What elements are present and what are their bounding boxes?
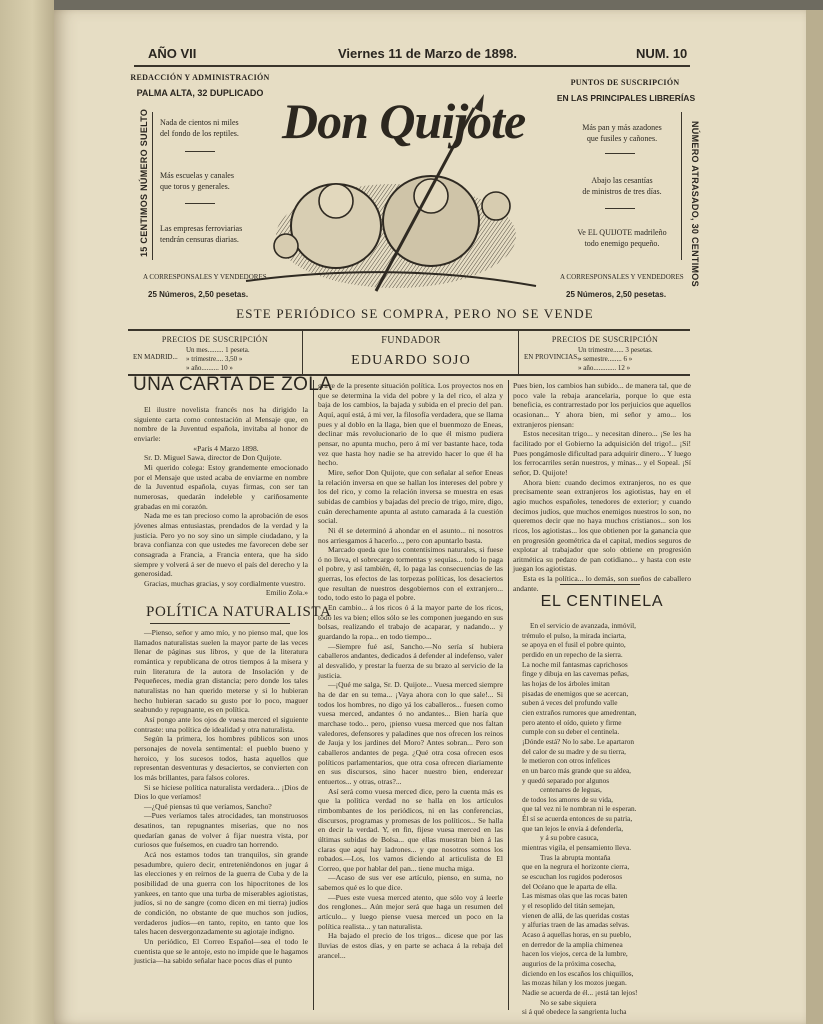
subscription-row: Un trimestre...... 3 pesetas. [578,346,653,354]
motto-line: Las empresas ferroviarias [160,224,243,233]
continuation-paragraph: —¡Qué me salga, Sr. D. Quijote... Vuesa merced siempre ha de dar en su tema... ¡Vaya ahora con lo que sale!... Si todos los hombres, no digo yá los caballeros... fuesen como vuesa merced, andantes ó no andantes... Bien haría que marchase todo... pero, ¡pienso vuesa merced que nos faltan valedores, defensores y paladines que nos ofrecen los reinos de Jauja y los jardines del Moro? Antes sobran... Pero son caballeros andantes de pega. ¿Qué otra cosa ofrecen esos políticos parlamentarios, que otra cosa ofrecen diariamente en sus discursos, sino hacer nuestro bien, enderezar entuertos... y otras, otras?... [318,680,503,786]
left-box-border [152,112,153,260]
politica-article [134,628,308,1011]
continuation-paragraph: grave de la presente situación política. Los proyectos nos en que se determina la vida del pobre y la del rico, el alza y baja de los cambios, la bajada y subida en el precio del pan. Aquí, aquí está, á mi ver, la filosofía verdadera, que se llama pues y al doblo en la llaga, bien que el buenmozo de Eneas, declinar más revolucionario de lo que él mismo pudiera pensar, no apunta mucho, pero á mí ver bastante hace, toda vez que hasta hoy nadie se ha atrevido hacer lo que él ha hecho. [318,381,503,468]
poem-line: finge y dibuja en las cavernas peñas, [522,669,629,679]
continuation-paragraph: Ni él se determinó á ahondar en el asunto... ni nosotros nos arriesgamos á hacerlo..., pero con apuntarlo basta. [318,525,503,545]
subscription-row: » año.......... 10 » [186,364,233,372]
redaccion-label: REDACCIÓN Y ADMINISTRACIÓN [130,73,270,82]
single-issue-price: 15 CENTIMOS NÚMERO SUELTO [139,108,149,257]
motto-line: todo enemigo pequeño. [584,239,660,248]
motto-line: que fusiles y cañones. [586,134,658,143]
poem-line: del calor de su madre y de su tierra, [522,746,626,756]
poem-line: que en la negrura el horizonte cierra, [522,862,630,872]
conclusion-paragraph: Ahora bien: cuando decimos extranjeros, no es que precisamente sean extranjeros los agiotistas, hay en el agio muchos españoles, tenedores de exterior; y cuando decimos judíos, que muchos enemigos nuestros lo son, no queremos decir que no haya muchos cristianos... son los ricos, los agiotistas... los que obtienen por la ganancia que en progresión geométrica da el capital, medios seguros de explotar al trabajador que solo obtiene en progresión aritmética su pedazo de pan cotidiano... y hasta con este juegan los agiotistas. [513,477,691,574]
politica-paragraph: Si se hiciese política naturalista verdadera... ¡Dios de Dios lo que veríamos! [134,782,308,802]
motto-divider [185,151,215,152]
poem-line: Las mismas olas que las rocas baten [522,891,628,901]
conclusion-paragraph: Estos necesitan trigo... y necesitan dinero... ¡Se les ha facilitado por el Gobierno la adquisición del trigo!... ¡Sí! Pues pongámosle dificultad para adquirir dinero... Y luego los ferrocarriles serán nuestros, y mínas... y el Sopeal. ¡Sí señor, D. Quijote! [513,429,691,477]
continuation-paragraph: Mire, señor Don Quijote, que con señalar al señor Eneas la relación inversa en que se hallan los intereses del pobre y los del rico, y como la relación inversa se muestra en esas subidas de cambios y bajadas del precio de trigo, mire, digo, cuán derechamente apunta al astuto camarada á la cuestión social. [318,467,503,526]
poem-line: centenares de leguas, [540,785,602,795]
poem-line: La noche mil fantasmas caprichosos [522,659,628,669]
column-rule [508,380,509,1010]
subscription-row: » año............. 12 » [578,364,631,372]
poem-line: Él sí se acuerda entonces de su patria, [522,814,633,824]
continuation-paragraph: Ha bajado el precio de los trigos... dicese que por las lluvias de estos días, y en parte se achaca á la rebaja del arancel... [318,931,503,960]
right-subscription-place: EN PROVINCIAS. [524,353,579,361]
motto-line: Nada de cientos ni miles [160,118,239,127]
poem-line: ¡Dónde está? No lo sabe. Le apartaron [522,736,635,746]
motto-line: tendrán censuras diarias. [160,235,239,244]
right-motto-1 [566,122,678,144]
librerias-label: EN LAS PRINCIPALES LIBRERÍAS [556,93,696,103]
motto-line: Más pan y más azadones [582,123,662,132]
head-far-left [274,234,298,258]
right-motto-3 [566,227,678,249]
address: PALMA ALTA, 32 DUPLICADO [136,88,264,98]
subscription-row: Un mes......... 1 peseta. [186,346,250,354]
poem-line: trémulo el pulso, la mirada inciarta, [522,630,626,640]
puntos-label: PUNTOS DE SUSCRIPCIÓN [570,78,680,87]
left-corresponsales: A CORRESPONSALES Y VENDEDORES [143,273,267,281]
politica-paragraph: —Pues veríamos tales atrocidades, tan monstruosos desatinos, tan repugnantes miserias, que no nos quedarían ganas de volver á fijar nuestra vista, por curiosos que fuésemos, en cuadro tan horrendo. [134,811,308,850]
poem-line: y quedó separado por algunos [522,775,610,785]
poem-line: Tras la abrupta montaña [540,852,611,862]
carta-salutation: Sr. D. Miguel Sawa, director de Don Quijote. [144,453,282,463]
poem-line: cumple con su deber el centinela. [522,727,620,737]
motto-divider [605,153,635,154]
poem-line: hacen los viejos, cerca de la lumbre, [522,949,628,959]
poem-line: del Océano que le aparta de ella. [522,881,618,891]
poem-line: diciendo en los escaños los chiquillos, [522,968,634,978]
continuation-paragraph: —Pues este vuesa merced atento, que sólo voy á leerle dos renglones... Aún mejor será que haga un resumen del artículo... y luego piense vuesa merced un poco en la política realista... y tan naturalista. [318,892,503,931]
poem-line: suben á veces del profundo valle [522,698,618,708]
continuation-paragraph: Marcado queda que los contentísimos naturales, si fuese ó no lleva, el sobrecargo tormentas y sequías... todo lo paga el pobre, y así también, él, lo paga las consecuencias de las guerras, los efectos de las torpezas políticas, los desaciertos que resultan de nuestros desgobiernos con el extranjero... todo, todo esto lo paga el pobre. [318,545,503,603]
continuation-paragraph: En cambio... á los ricos ó á la mayor parte de los ricos, todo les va bien; ellos sólo se les componen juegando en sus bolsas, realizando el trabajo de acaparar, y nadando... y guardando la ropa... en todo tiempo... [318,603,503,642]
right-subscription-title: PRECIOS DE SUSCRIPCIÓN [551,335,659,344]
conclusion-paragraph: Pues bien, los cambios han subido... de manera tal, que de poco vale la rebaja arancelaria, porque lo que esta beneficia, es contrarrestado por los perjuicios que aquellos ocasionan... Y ahora bien, mi señor y amo... los extranjeros piensan: [513,381,691,429]
carta-article [134,405,308,598]
issue-number: NUM. 10 [636,46,688,61]
left-price: 25 Números, 2,50 pesetas. [148,290,249,299]
politica-headline: POLÍTICA NATURALISTA [146,604,332,620]
poem-line: mientras vigila, el pensamiento lleva. [522,843,632,853]
poem-line: Nadie se acuerda de él... ¡está tan lejos! [522,987,638,997]
poem-line: en un barco más grande que su aldea, [522,765,632,775]
poem-line: En el servicio de avanzada, inmóvil, [530,621,636,630]
poem-line: augurios de la próxima cosecha, [522,958,616,968]
masthead-title: Don Quijote [282,93,526,149]
poem-line: y alfurias traen de las amadas selvas. [522,920,630,930]
head-left [319,184,353,218]
politica-continuation [318,381,503,1011]
poem-line: de todos los amores de su vida, [522,794,613,804]
founder-name: EDUARDO SOJO [351,353,471,368]
politica-conclusion [513,381,691,593]
issue-date: Viernes 11 de Marzo de 1898. [338,46,517,61]
politica-paragraph: Según la primera, los hombres públicos son unos personajes de novela sentimental: el pueblo bueno y heroico, y los sucesos todos, hasta aquellos que representan desventuras y desaciertos, se convierten con los más brillantes, para falsos colores. [134,734,308,782]
left-subscription-place: EN MADRID... [133,353,178,361]
motto-line: del fondo de los reptiles. [160,129,239,138]
right-corresponsales: A CORRESPONSALES Y VENDEDORES [560,273,684,281]
left-subscription-title: PRECIOS DE SUSCRIPCIÓN [161,335,269,344]
left-subscription-table [186,346,250,373]
motto-divider [185,203,215,204]
poem-line: Acaso á aquellas horas, en su pueblo, [522,930,632,939]
column-rule [313,380,314,1010]
right-subscription-table [578,346,653,373]
issue-year: AÑO VII [148,46,197,61]
motto-line: de ministros de tres días. [582,187,662,196]
right-price: 25 Números, 2,50 pesetas. [566,290,667,299]
carta-dateline: «París 4 Marzo 1898. [193,443,259,453]
carta-headline: UNA CARTA DE ZOLA [133,374,333,395]
masthead-tagline: ESTE PERIÓDICO SE COMPRA, PERO NO SE VENDE [236,306,594,321]
poem-line: No se sabe siquiera [540,997,597,1007]
poem-line: en derredor de la amplia chimenea [522,939,623,949]
poem-line: vienen de allá, de las queridas costas [522,910,630,920]
back-issue-price: NÚMERO ATRASADO, 30 CENTIMOS [690,121,700,287]
motto-divider [605,208,635,209]
subscription-divider [302,331,303,374]
headline-underline [150,623,290,624]
right-box-border [681,112,682,260]
poem-line: que tan lejos le envía á defenderla, [522,823,624,833]
poem-line: las hojas de los árboles imitan [522,678,610,688]
poem-line: si á qué obedece la sangrienta lucha [522,1007,627,1017]
poem-line: cien extraños rumores que amedrentan, [522,707,637,717]
continuation-paragraph: —Siempre fué así, Sancho.—No sería sí hubiera caballeros andantes, dedicados á defender al indefenso, valer al desvalido, y prestar la fuerza de su brazo al servicio de la justicia. [318,641,503,680]
poem-line: perdido en un repecho de la sierra. [522,649,623,659]
poem-line: y el resoplido del titán semejan, [522,901,615,911]
motto-line: Ve EL QUIJOTE madrileño [577,228,667,237]
centinela-headline: EL CENTINELA [540,593,664,610]
motto-line: Abajo las cesantías [591,176,653,185]
carta-paragraph: Mi querido colega: Estoy grandemente emocionado por el Mensaje que usted acaba de enviarme en nombre de la Juventud española, cuyas firmas, con ser tan numerosas, quedarán indeleble y cariñosamente grabadas en mi corazón. [134,462,308,511]
section-divider [560,584,640,585]
poem-line: le metieron con otros infelices [522,756,611,766]
politica-paragraph: Así pongo ante los ojos de vuesa merced el siguiente contraste: una política de idealidad y otra naturalista. [134,714,308,734]
carta-paragraph: Nada me es tan precioso como la aprobación de esos jóvenes almas entusiastas, prendados de la verdad y la justicia. Pero yo no soy sino un simple ciudadano, y la brava confianza con que ustedes me favorecen debe ser consagrada a Francia, a Francia entera, que ha sido siempre y volverá á ser de nuevo el país del derecho y la generosidad. [134,511,308,579]
poem-line: que tal vez ni le nombran ni le esperan. [522,804,637,814]
poem-line: y á su pobre casuca, [540,833,599,843]
politica-paragraph: —Pienso, señor y amo mío, y no pienso mal, que los llamados naturalistas suelen la mayor parte de las veces llenar de páginas sus libros, y que de la literatura romántica y republicana de otros tiempos á la misera y ruin literatura de la autora de Insolación y de Pequeñeces, media gran distancia; pero donde los tales naturalistas no han querido meterse y si lo hubieran hecho hubieran sacado su gusto por lo poco, maguer seabundo y repugnante, es en política. [134,628,308,715]
right-motto-2 [566,175,678,197]
carta-paragraph: El ilustre novelista francés nos ha dirigido la siguiente carta como contestación al Mensaje que, en nombre de la Juventud española, invitaba al honor de enviarle: [134,405,308,443]
poem-line: se escuchan los rugidos poderosos [522,872,623,882]
poem-line: se apoya en el fusil el pobre quinto, [522,640,626,650]
subscription-divider [518,331,519,374]
politica-paragraph: —¿Qué piensas tú que veríamos, Sancho? [144,801,272,811]
poem-line: pisadas de enemigos que se acercan, [522,688,629,698]
page-edge [806,10,823,1024]
header-rule [134,65,690,67]
subscription-top-rule [128,329,690,331]
continuation-paragraph: —Acaso de sus ver ese artículo, pienso, en suma, no sabemos qué es lo que dice. [318,873,503,893]
previous-page-edge [0,0,54,1024]
head-far-right [482,192,510,220]
politica-paragraph: Acá nos estamos todos tan tranquilos, sin grande pesadumbre, quiero decir, entreteniéndonos en jugar á las elecciones y en reírnos de la guerra de Cuba y de la posibilidad de una guerra con los hipocritones de los yankees, en tanto que una turba de miserables agiotistas, judíos, si no de sangre (como dicen en mi tierra) judíos de condición, no obstante de que muchos son judíos, verdaderos judíos—en tanto, repito, en tanto que los tales hacen desvergonzadamente su agiotaje indigno. [134,850,308,937]
subscription-row: » trimestre.... 3,50 » [186,355,243,363]
politica-paragraph: Un periódico, El Correo Español—sea el todo le cuentista que se le antoje, esto no impide que le hagamos justicia—ha sabido señalar hace pocos días el punto [134,937,308,966]
carta-paragraph: Gracias, muchas gracias, y soy cordialmente vuestro. [144,578,306,588]
centinela-poem [522,621,690,1017]
continuation-paragraph: Así será como vuesa merced dice, pero la cuenta más es que la política verdad no se halla en los artículos rimbombantes de los periódicos, ni en las conferencias, discursos, programas y promesas de los políticos... Se halla en decir la verdad. Y, en fin, fijese vuesa merced en las últimas subidas de Bolsa... que ellas muestran bien á las claras que aquí hay ladrones... y que nosotros somos los robados.—Los, los vamos diciendo al articulista de El Correo, que por hablar del pan... tiene mucha miga. [318,786,503,873]
subscription-row: » semestre........ 6 » [578,355,633,363]
previous-page-fragment [2,55,8,78]
motto-line: que toros y generales. [160,182,230,191]
carta-signature: Emilio Zola.» [265,588,308,598]
poem-line: pero atento el oído, quieto y firme [522,717,622,727]
motto-line: Más escuelas y canales [160,171,234,180]
conclusion-paragraph: Esta es la política... lo demás, son sueños de caballero andante. [513,574,691,593]
founder-label: FUNDADOR [381,335,441,346]
poem-line: las mozas hilan y los mozos juegan. [522,978,627,988]
